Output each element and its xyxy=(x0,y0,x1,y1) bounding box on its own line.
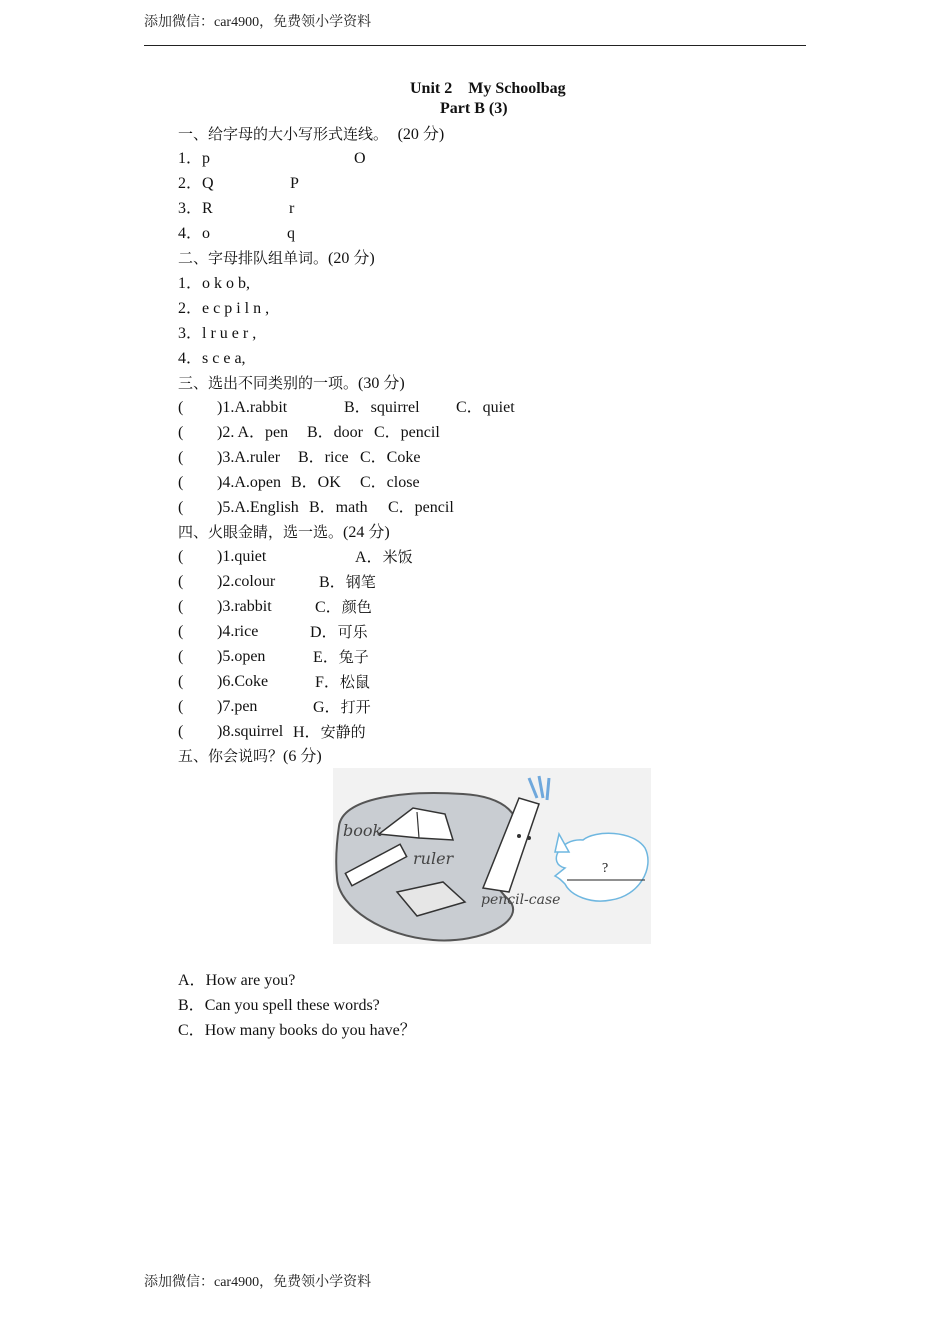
section3-paren: ( xyxy=(178,449,184,466)
section3-option-c: C．Coke xyxy=(360,449,421,466)
section4-answer: A．米饭 xyxy=(355,548,413,566)
section1-right-letter: O xyxy=(354,150,366,167)
speech-bubble-question: ? xyxy=(602,861,609,876)
section4-answer: E．兔子 xyxy=(313,648,369,666)
page-footer: 添加微信：car4900，免费领小学资料 xyxy=(144,1275,372,1290)
section1-row: 4．o xyxy=(178,225,211,242)
section2-row: 4．s c e a, xyxy=(178,350,246,367)
section3-option-c: C．quiet xyxy=(456,399,515,416)
section5-option: C．How many books do you have？ xyxy=(178,1022,416,1039)
section4-question: )6.Coke xyxy=(217,673,269,690)
section4-question: )2.colour xyxy=(217,573,276,590)
section3-option-c: C．close xyxy=(360,474,420,491)
section4-paren: ( xyxy=(178,598,184,615)
label-ruler: ruler xyxy=(413,849,454,868)
section3-option-b: B．squirrel xyxy=(344,399,420,416)
label-pencil-case: pencil-case xyxy=(481,892,561,908)
section1-row: 3．R xyxy=(178,200,213,217)
label-book: book xyxy=(343,821,383,840)
section5-heading: 五、你会说吗？(6 分) xyxy=(178,747,322,765)
section3-question: )1.A.rabbit xyxy=(217,399,288,416)
section3-paren: ( xyxy=(178,474,184,491)
header-divider xyxy=(144,45,806,46)
section3-question: )3.A.ruler xyxy=(217,449,281,466)
section4-answer: B．钢笔 xyxy=(319,573,376,591)
section4-question: )8.squirrel xyxy=(217,723,284,740)
section4-question: )3.rabbit xyxy=(217,598,272,615)
section4-question: )1.quiet xyxy=(217,548,267,565)
section4-heading: 四、火眼金睛，选一选。(24 分) xyxy=(178,523,390,541)
page-header: 添加微信：car4900，免费领小学资料 xyxy=(144,15,372,30)
section4-paren: ( xyxy=(178,698,184,715)
section3-paren: ( xyxy=(178,424,184,441)
section3-paren: ( xyxy=(178,399,184,416)
character-eye xyxy=(517,834,521,838)
part-title: Part B (3) xyxy=(440,100,508,117)
section4-answer: F．松鼠 xyxy=(315,673,370,691)
section1-right-letter: r xyxy=(289,200,295,217)
character-eye xyxy=(527,836,531,840)
section1-heading: 一、给字母的大小写形式连线。 (20 分) xyxy=(178,125,445,143)
section4-paren: ( xyxy=(178,648,184,665)
section1-right-letter: P xyxy=(290,175,299,192)
section4-answer: C．颜色 xyxy=(315,598,372,616)
section4-paren: ( xyxy=(178,673,184,690)
section3-heading: 三、选出不同类别的一项。(30 分) xyxy=(178,374,405,392)
section3-question: )5.A.English xyxy=(217,499,299,516)
school-supplies-illustration xyxy=(333,768,651,944)
section3-option-b: B．rice xyxy=(298,449,349,466)
section3-option-c: C．pencil xyxy=(374,424,440,441)
section4-answer: H．安静的 xyxy=(293,723,366,741)
section4-question: )7.pen xyxy=(217,698,258,715)
section3-option-b: B．OK xyxy=(291,474,341,491)
section3-option-b: B．math xyxy=(309,499,368,516)
section5-option: A．How are you? xyxy=(178,972,296,989)
section3-paren: ( xyxy=(178,499,184,516)
section2-row: 2．e c p i l n , xyxy=(178,300,270,317)
section1-right-letter: q xyxy=(287,225,295,242)
section4-paren: ( xyxy=(178,723,184,740)
section1-row: 1．p xyxy=(178,150,211,167)
section4-answer: G．打开 xyxy=(313,698,371,716)
section2-row: 3．l r u e r , xyxy=(178,325,257,342)
section5-option: B．Can you spell these words? xyxy=(178,997,380,1014)
section1-row: 2．Q xyxy=(178,175,214,192)
section4-paren: ( xyxy=(178,573,184,590)
section2-heading: 二、字母排队组单词。(20 分) xyxy=(178,249,375,267)
section3-option-b: B．door xyxy=(307,424,364,441)
section4-answer: D．可乐 xyxy=(310,623,368,641)
section3-option-c: C．pencil xyxy=(388,499,454,516)
section3-question: )2. A．pen xyxy=(217,424,289,441)
section4-paren: ( xyxy=(178,548,184,565)
section4-question: )5.open xyxy=(217,648,266,665)
section4-paren: ( xyxy=(178,623,184,640)
section2-row: 1．o k o b, xyxy=(178,275,251,292)
unit-title: Unit 2 My Schoolbag xyxy=(410,80,566,97)
section4-question: )4.rice xyxy=(217,623,259,640)
section3-question: )4.A.open xyxy=(217,474,281,491)
